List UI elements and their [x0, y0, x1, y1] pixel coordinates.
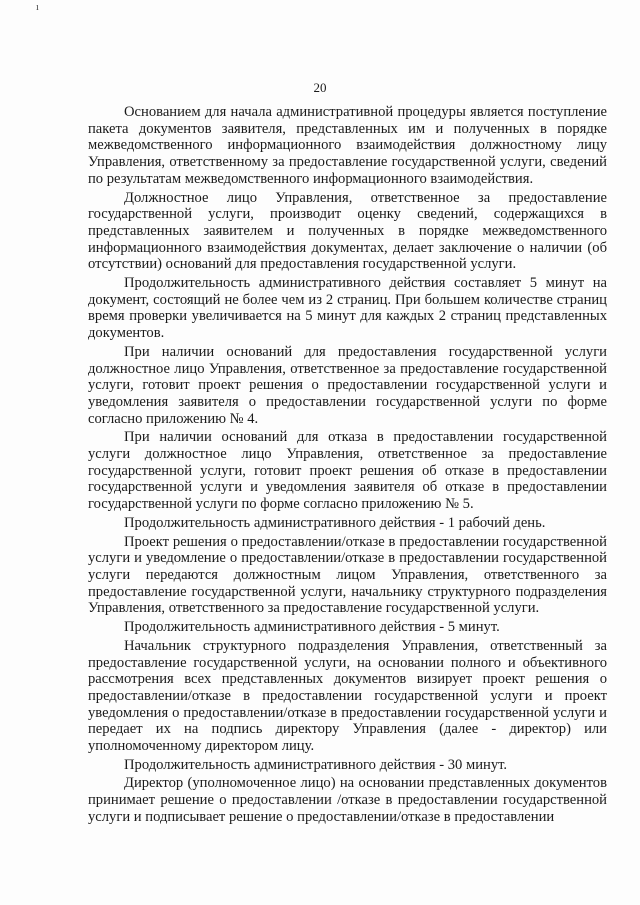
- paragraph-grounds-provision: При наличии оснований для предоставления государственной услуги должностное лицо Управления, ответственное за предоставление государственной услуги, готовит проект решения о предоставлении государственной услуги и уведомления заявителя о предоставлении государственной услуги по форме согласно приложению № 4.: [88, 343, 607, 427]
- paragraph-official-assessment: Должностное лицо Управления, ответственное за предоставление государственной услуги, производит оценку сведений, содержащихся в представленных заявителем и полученных в порядке межведомственного информационного взаимодействия документах, делает заключение о наличии (об отсутствии) оснований для предоставления государственной услуги.: [88, 189, 607, 273]
- paragraph-director-decision: Директор (уполномоченное лицо) на основании представленных документов принимает решение о предоставлении /отказе в предоставлении государственной услуги и подписывает решение о предоставлении/отказе в предоставлении: [88, 775, 607, 825]
- paragraph-duration-30-min: Продолжительность административного действия - 30 минут.: [124, 756, 508, 773]
- document-body: [88, 104, 607, 826]
- paragraph-duration-check: Продолжительность административного действия составляет 5 минут на документ, состоящий не более чем из 2 страниц. При большем количестве страниц время проверки увеличивается на 5 минут для каждых 2 страниц представленных документов.: [88, 275, 607, 342]
- paragraph-duration-5-min: Продолжительность административного действия - 5 минут.: [124, 619, 500, 636]
- paragraph-basis: Основанием для начала административной процедуры является поступление пакета документов заявителя, представленных им и полученных в порядке межведомственного информационного взаимодействия должностному лицу Управления, ответственному за предоставление государственной услуги, сведений по результатам межведомственного информационного взаимодействия.: [88, 104, 607, 187]
- scan-mark: ı: [36, 2, 39, 13]
- paragraph-head-review: Начальник структурного подразделения Управления, ответственный за предоставление государственной услуги, на основании полного и объективного рассмотрения всех представленных документов визирует проект решения о предоставлении/отказе в предоставлении государственной услуги и проект уведомления о предоставлении/отказе в предоставлении государственной услуги и передает их на подпись директору Управления (далее - директор) или уполномоченному директором лицу.: [88, 637, 607, 755]
- paragraph-grounds-refusal: При наличии оснований для отказа в предоставлении государственной услуги должностное лицо Управления, ответственное за предоставление государственной услуги, готовит проект решения об отказе в предоставлении государственной услуги и уведомления заявителя об отказе в предоставлении государственной услуги по форме согласно приложению № 5.: [88, 429, 607, 513]
- page-number: 20: [313, 80, 327, 95]
- paragraph-duration-1-day: Продолжительность административного действия - 1 рабочий день.: [124, 514, 546, 531]
- paragraph-draft-transfer: Проект решения о предоставлении/отказе в предоставлении государственной услуги и уведомление о предоставлении/отказе в предоставлении государственной услуги передаются должностным лицом Управления, ответственного за предоставление государственной услуги, начальнику структурного подразделения Управления, ответственного за предоставление государственной услуги.: [88, 533, 607, 617]
